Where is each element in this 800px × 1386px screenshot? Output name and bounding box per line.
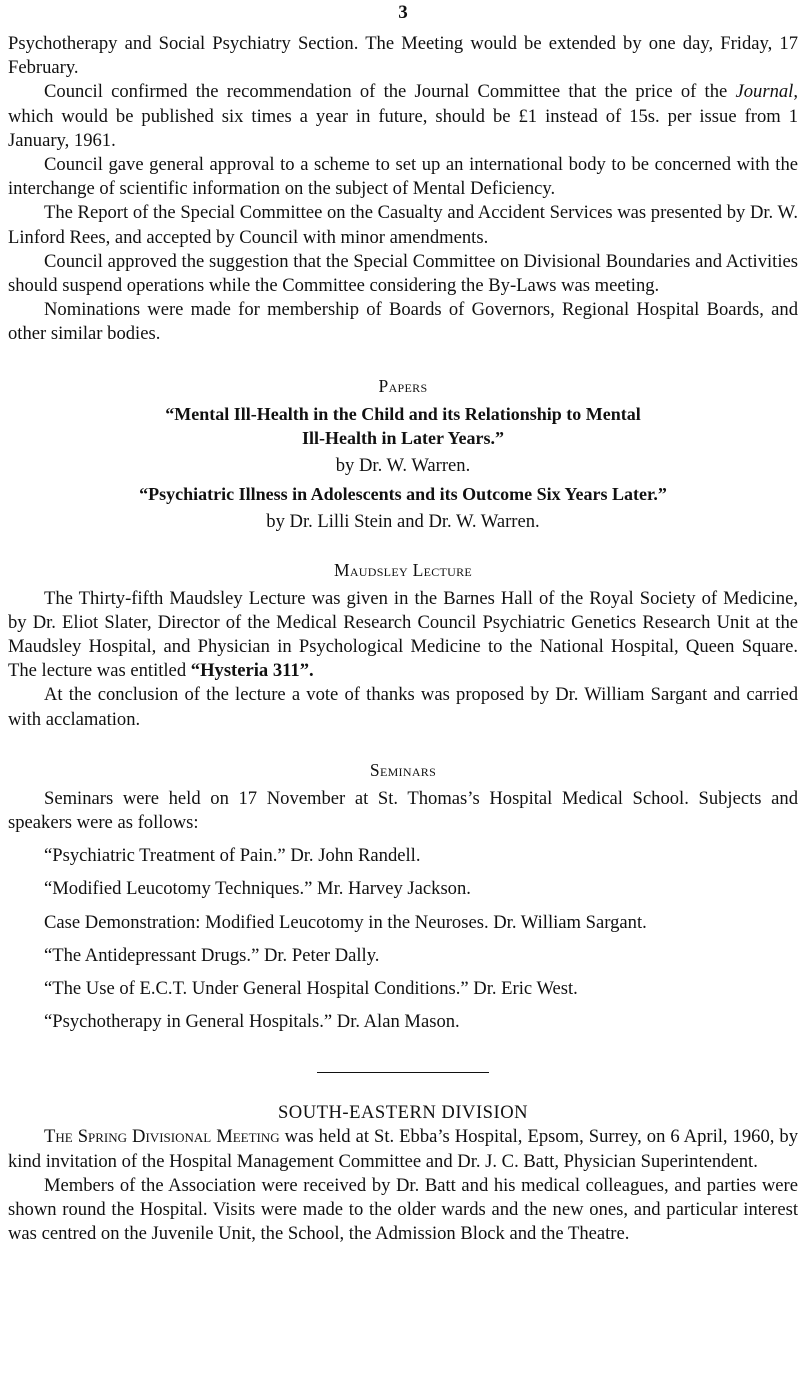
seminars-heading: Seminars: [369, 759, 437, 780]
council-paragraph-2-end: , which would be published six times a year in future, should be £1 instead of 15s. per issue from 1 January, 1961.: [8, 81, 798, 151]
south-eastern-section: [8, 1101, 798, 1246]
south-eastern-paragraph-1: [8, 1125, 798, 1173]
maudsley-paragraph-2: At the conclusion of the lecture a vote of thanks was proposed by Dr. William Sargant and carried with acclamation.: [8, 684, 798, 730]
council-paragraph-5: Council approved the suggestion that the Special Committee on Divisional Boundaries and Activities should suspend operations while the Committee considering the By-Laws was meeting.: [8, 250, 798, 297]
council-paragraph-2: [8, 80, 798, 153]
meeting-lead-in: The Spring Divisional Meeting: [44, 1126, 280, 1148]
paper-1-title-line-1: “Mental Ill-Health in the Child and its Relationship to Mental: [165, 403, 641, 424]
paper-1-title-line-2: Ill-Health in Later Years.”: [302, 427, 504, 448]
maudsley-paragraph-1: [8, 587, 798, 684]
council-paragraph-3: Council gave general approval to a scheme to set up an international body to be concerned with the interchange of scientific information on the subject of Mental Deficiency.: [8, 154, 798, 200]
paper-2-author: by Dr. Lilli Stein and Dr. W. Warren.: [266, 510, 540, 532]
seminar-item: “Psychotherapy in General Hospitals.” Dr. Alan Mason.: [44, 1011, 460, 1033]
maudsley-paragraph-1-text: The Thirty-fifth Maudsley Lecture was given in the Barnes Hall of the Royal Society of Medicine, by Dr. Eliot Slater, Director of the Medical Research Council Psychiatric Genetics Research Unit at the Maudsley Hospital, and Physician in Psychological Medicine to the National Hospital, Queen Square. The lecture was entitled: [8, 587, 798, 682]
seminar-item: Case Demonstration: Modified Leucotomy in the Neuroses. Dr. William Sargant.: [44, 911, 647, 933]
document-page: [8, 0, 798, 1247]
maudsley-heading: Maudsley Lecture: [333, 559, 473, 580]
lecture-title: “Hysteria 311”.: [190, 660, 314, 682]
council-paragraph-6: Nominations were made for membership of Boards of Governors, Regional Hospital Boards, and other similar bodies.: [8, 299, 798, 345]
seminars-section: [8, 758, 798, 1035]
papers-heading: Papers: [378, 375, 428, 396]
seminar-item: “Modified Leucotomy Techniques.” Mr. Harvey Jackson.: [44, 878, 471, 900]
paper-1-author: by Dr. W. Warren.: [335, 454, 471, 476]
seminar-item: “Psychiatric Treatment of Pain.” Dr. John Randell.: [44, 845, 421, 867]
journal-italic: Journal: [735, 81, 794, 103]
south-eastern-paragraph-1-text: was held at St. Ebba’s Hospital, Epsom, Surrey, on 6 April, 1960, by kind invitation of the Hospital Management Committee and Dr. J. C. Batt, Physician Superintendent.: [8, 1126, 798, 1172]
seminar-item: “The Use of E.C.T. Under General Hospital Conditions.” Dr. Eric West.: [44, 978, 578, 1000]
council-paragraph-4: The Report of the Special Committee on the Casualty and Accident Services was presented by Dr. W. Linford Rees, and accepted by Council with minor amendments.: [8, 202, 798, 248]
page-number: 3: [398, 2, 408, 23]
council-paragraph-2-start: Council confirmed the recommendation of the Journal Committee that the price of the: [44, 81, 736, 103]
south-eastern-heading: SOUTH-EASTERN DIVISION: [277, 1102, 529, 1124]
seminars-intro: Seminars were held on 17 November at St. Thomas’s Hospital Medical School. Subjects and speakers were as follows:: [8, 787, 798, 834]
paper-2-title: “Psychiatric Illness in Adolescents and its Outcome Six Years Later.”: [139, 483, 667, 504]
maudsley-section: [8, 558, 798, 732]
council-section: [8, 32, 798, 347]
seminar-item: “The Antidepressant Drugs.” Dr. Peter Dally.: [44, 944, 380, 966]
council-paragraph-1: Psychotherapy and Social Psychiatry Section. The Meeting would be extended by one day, Friday, 17 February.: [8, 33, 798, 79]
papers-section: [8, 374, 798, 534]
south-eastern-paragraph-2: Members of the Association were received by Dr. Batt and his medical colleagues, and parties were shown round the Hospital. Visits were made to the older wards and the new ones, and particular interest was centred on the Juvenile Unit, the School, the Admission Block and the Theatre.: [8, 1174, 798, 1245]
